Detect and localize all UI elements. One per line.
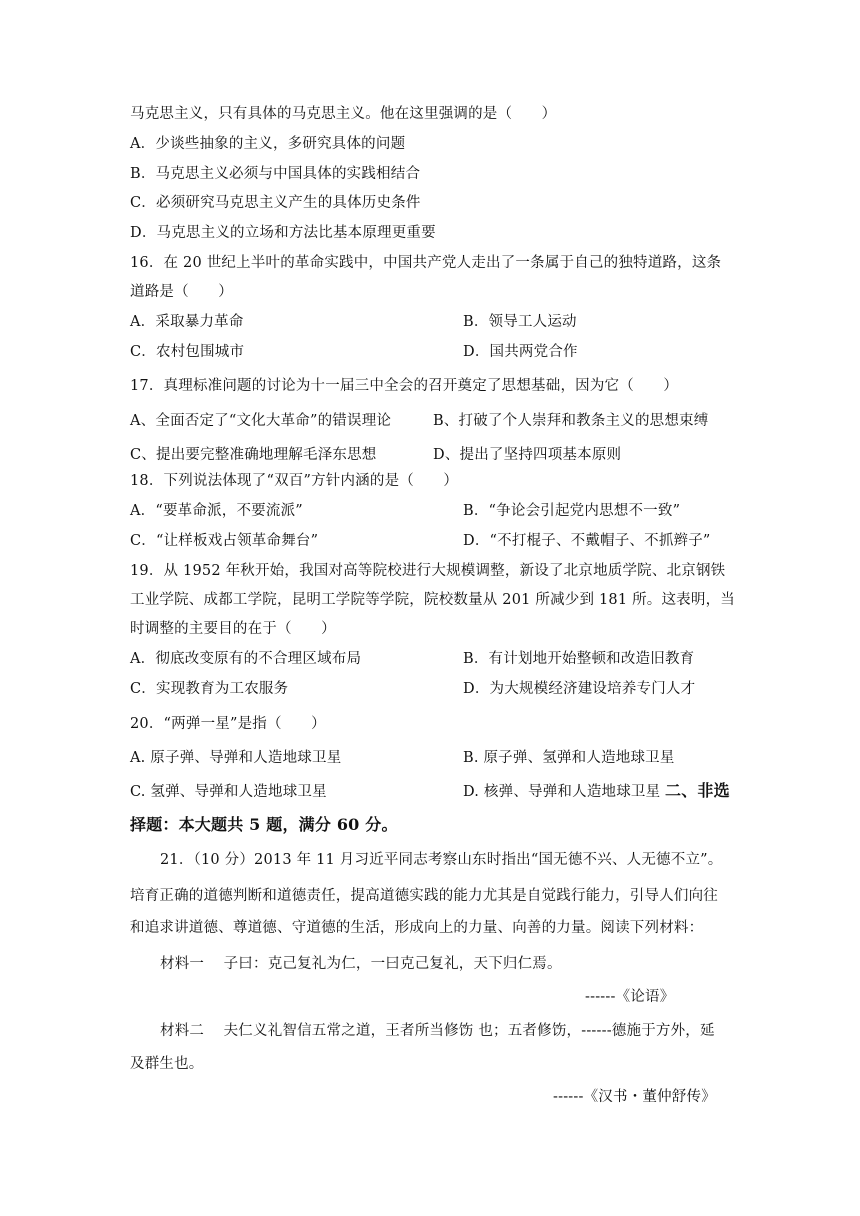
q19-stem-line1: 19．从 1952 年秋开始，我国对高等院校进行大规模调整，新设了北京地质学院、北京钢铁 xyxy=(130,563,726,579)
q19-stem-line2: 工业学院、成都工学院，昆明工学院等学院，院校数量从 201 所减少到 181 所。这表明，当 xyxy=(130,592,735,608)
q19-option-a: A．彻底改变原有的不合理区域布局 xyxy=(130,651,362,667)
q17-stem: 17．真理标准问题的讨论为十一届三中全会的召开奠定了思想基础，因为它（ ） xyxy=(130,378,679,394)
q19-stem-line3: 时调整的主要目的在于（ ） xyxy=(130,621,336,637)
q16-stem-line1: 16．在 20 世纪上半叶的革命实践中，中国共产党人走出了一条属于自己的独特道路，这条 xyxy=(130,255,722,271)
q21-source1: ------《论语》 xyxy=(585,989,675,1005)
q16-option-d: D．国共两党合作 xyxy=(463,344,578,360)
q17-option-b: B、打破了个人崇拜和教条主义的思想束缚 xyxy=(433,413,709,429)
q16-option-c: C．农村包围城市 xyxy=(130,344,245,360)
q21-line3: 和追求讲道德、尊道德、守道德的生活，形成向上的力量、向善的力量。阅读下列材料： xyxy=(130,920,704,936)
section2-heading-part1: 二、非选 xyxy=(665,781,730,800)
q19-option-d: D．为大规模经济建设培养专门人才 xyxy=(463,681,696,697)
q20-option-b: B. 原子弹、氢弹和人造地球卫星 xyxy=(463,750,675,766)
q16-stem-line2: 道路是（ ） xyxy=(130,284,233,300)
q21-material2-line1: 材料二 夫仁义礼智信五常之道，王者所当修饬 也；五者修饬，------德施于方外，延 xyxy=(160,1023,715,1039)
q16-option-a: A．采取暴力革命 xyxy=(130,314,244,330)
q15-option-a: A．少谈些抽象的主义，多研究具体的问题 xyxy=(130,136,406,152)
q20-option-d: D. 核弹、导弹和人造地球卫星 xyxy=(463,784,661,800)
q21-line2: 培育正确的道德判断和道德责任，提高道德实践的能力尤其是自觉践行能力，引导人们向往 xyxy=(130,888,718,904)
q18-option-d: D．“不打棍子、不戴帽子、不抓辫子” xyxy=(463,533,711,549)
q15-option-b: B．马克思主义必须与中国具体的实践相结合 xyxy=(130,166,421,182)
q17-option-c: C、提出要完整准确地理解毛泽东思想 xyxy=(130,447,377,463)
q16-option-b: B．领导工人运动 xyxy=(463,314,577,330)
q19-option-c: C．实现教育为工农服务 xyxy=(130,681,289,697)
q21-material2-line2: 及群生也。 xyxy=(130,1056,204,1072)
section2-heading-part2: 择题：本大题共 5 题，满分 60 分。 xyxy=(130,815,398,834)
q21-source2: ------《汉书・董仲舒传》 xyxy=(553,1089,716,1105)
q20-option-a: A. 原子弹、导弹和人造地球卫星 xyxy=(130,750,342,766)
q19-option-b: B．有计划地开始整顿和改造旧教育 xyxy=(463,651,695,667)
q17-option-d: D、提出了坚持四项基本原则 xyxy=(433,447,622,463)
q17-option-a: A、全面否定了“文化大革命”的错误理论 xyxy=(130,413,392,429)
q18-option-a: A．“要革命派，不要流派” xyxy=(130,503,303,519)
q21-material1: 材料一 子曰：克己复礼为仁，一曰克己复礼，天下归仁焉。 xyxy=(160,956,562,972)
q18-option-c: C．“让样板戏占领革命舞台” xyxy=(130,533,319,549)
q18-stem: 18．下列说法体现了“双百”方针内涵的是（ ） xyxy=(130,473,459,489)
q15-stem-tail: 马克思主义，只有具体的马克思主义。他在这里强调的是（ ） xyxy=(130,106,557,122)
q15-option-d: D．马克思主义的立场和方法比基本原理更重要 xyxy=(130,225,436,241)
q18-option-b: B．“争论会引起党内思想不一致” xyxy=(463,503,681,519)
q20-option-c: C. 氢弹、导弹和人造地球卫星 xyxy=(130,784,327,800)
q15-option-c: C．必须研究马克思主义产生的具体历史条件 xyxy=(130,195,421,211)
q21-line1: 21．（10 分）2013 年 11 月习近平同志考察山东时指出“国无德不兴、人无德不立”。 xyxy=(160,852,723,868)
q20-stem: 20．“两弹一星”是指（ ） xyxy=(130,716,326,732)
